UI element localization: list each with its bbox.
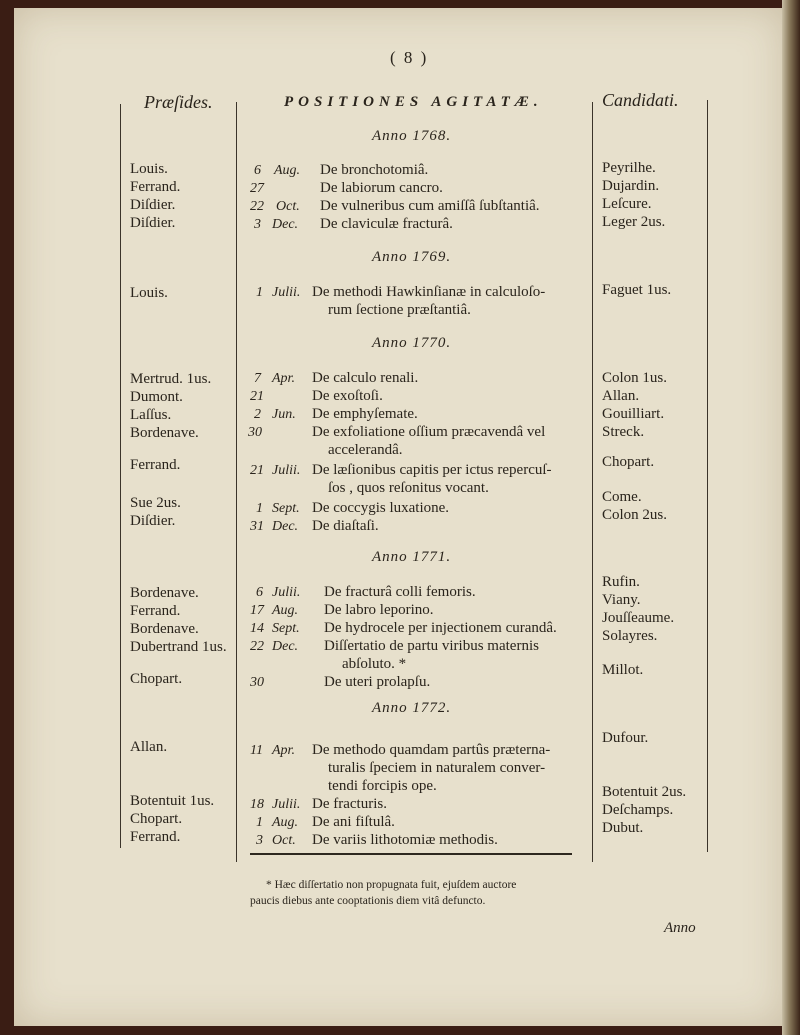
day-number: 18 bbox=[250, 797, 264, 812]
position-title: De coccygis luxatione. bbox=[312, 500, 450, 516]
candidatus-name: Dubut. bbox=[602, 820, 644, 836]
position-title-continuation: abſoluto. * bbox=[342, 656, 407, 672]
left-column-rule bbox=[236, 102, 237, 862]
day-number: 22 bbox=[250, 199, 264, 214]
position-title-continuation: rum ſectione præſtantiâ. bbox=[328, 302, 471, 318]
right-margin-rule bbox=[707, 100, 708, 852]
day-number: 31 bbox=[250, 519, 264, 534]
page-number: ( 8 ) bbox=[390, 48, 429, 67]
position-title: De uteri prolapſu. bbox=[324, 674, 431, 690]
praeses-name: Allan. bbox=[130, 739, 168, 755]
praeses-name: Ferrand. bbox=[130, 179, 181, 195]
praeses-name: Ferrand. bbox=[130, 829, 181, 845]
day-number: 6 bbox=[256, 585, 263, 600]
position-title-continuation: tendi forcipis ope. bbox=[328, 778, 437, 794]
year-heading-1770: Anno 1770. bbox=[372, 335, 452, 351]
praeses-name: Ferrand. bbox=[130, 603, 181, 619]
candidatus-name: Millot. bbox=[602, 662, 644, 678]
month-label: Julii. bbox=[272, 463, 301, 478]
month-label: Jun. bbox=[272, 407, 296, 422]
praeses-name: Laſſus. bbox=[130, 407, 172, 423]
candidatus-name: Leger 2us. bbox=[602, 214, 666, 230]
position-title: De fracturis. bbox=[312, 796, 387, 812]
position-title: De emphyſemate. bbox=[312, 406, 418, 422]
header-candidati: Candidati. bbox=[602, 90, 679, 110]
day-number: 21 bbox=[250, 389, 264, 404]
day-number: 7 bbox=[254, 371, 261, 386]
day-number: 21 bbox=[250, 463, 264, 478]
year-heading-1771: Anno 1771. bbox=[372, 549, 452, 565]
position-title: De diaſtaſi. bbox=[312, 518, 379, 534]
position-title: De labiorum cancro. bbox=[320, 180, 443, 196]
praeses-name: Bordenave. bbox=[130, 621, 199, 637]
day-number: 14 bbox=[250, 621, 264, 636]
praeses-name: Bordenave. bbox=[130, 585, 199, 601]
candidatus-name: Deſchamps. bbox=[602, 802, 674, 818]
day-number: 22 bbox=[250, 639, 264, 654]
praeses-name: Louis. bbox=[130, 161, 168, 177]
praeses-name: Bordenave. bbox=[130, 425, 199, 441]
day-number: 11 bbox=[250, 743, 263, 758]
day-number: 30 bbox=[248, 425, 262, 440]
candidatus-name: Peyrilhe. bbox=[602, 160, 656, 176]
book-spine-edge bbox=[782, 0, 800, 1035]
footnote-line: * Hæc diſſertatio non propugnata fuit, ejuſdem auctore bbox=[266, 879, 517, 891]
candidatus-name: Viany. bbox=[602, 592, 641, 608]
position-title: De variis lithotomiæ methodis. bbox=[312, 832, 498, 848]
candidatus-name: Allan. bbox=[602, 388, 640, 404]
praeses-name: Dumont. bbox=[130, 389, 183, 405]
position-title: De exfoliatione oſſium præcavendâ vel bbox=[312, 424, 546, 440]
praeses-name: Dubertrand 1us. bbox=[130, 639, 227, 655]
candidatus-name: Botentuit 2us. bbox=[602, 784, 687, 800]
day-number: 27 bbox=[250, 181, 264, 196]
year-heading-1768: Anno 1768. bbox=[372, 128, 452, 144]
position-title: De vulneribus cum amiſſâ ſubſtantiâ. bbox=[320, 198, 540, 214]
candidatus-name: Rufin. bbox=[602, 574, 640, 590]
month-label: Julii. bbox=[272, 797, 301, 812]
right-column-rule bbox=[592, 102, 593, 862]
month-label: Julii. bbox=[272, 585, 301, 600]
month-label: Sept. bbox=[272, 621, 300, 636]
position-title: Diſſertatio de partu viribus maternis bbox=[324, 638, 539, 654]
month-label: Oct. bbox=[276, 199, 300, 214]
month-label: Aug. bbox=[272, 603, 299, 618]
candidatus-name: Dufour. bbox=[602, 730, 649, 746]
position-title: De calculo renali. bbox=[312, 370, 419, 386]
day-number: 6 bbox=[254, 163, 261, 178]
praeses-name: Diſdier. bbox=[130, 215, 176, 231]
day-number: 2 bbox=[254, 407, 261, 422]
day-number: 1 bbox=[256, 815, 263, 830]
candidatus-name: Colon 1us. bbox=[602, 370, 668, 386]
candidatus-name: Jouſſeaume. bbox=[602, 610, 675, 626]
month-label: Aug. bbox=[272, 815, 299, 830]
candidatus-name: Dujardin. bbox=[602, 178, 660, 194]
candidatus-name: Solayres. bbox=[602, 628, 658, 644]
candidatus-name: Come. bbox=[602, 489, 642, 505]
position-title: De claviculæ fracturâ. bbox=[320, 216, 453, 232]
month-label: Apr. bbox=[272, 371, 295, 386]
month-label: Dec. bbox=[272, 639, 299, 654]
book-page bbox=[14, 8, 784, 1026]
candidatus-name: Colon 2us. bbox=[602, 507, 668, 523]
candidatus-name: Leſcure. bbox=[602, 196, 652, 212]
praeses-name: Botentuit 1us. bbox=[130, 793, 215, 809]
day-number: 3 bbox=[254, 217, 261, 232]
position-title: De exoſtoſi. bbox=[312, 388, 383, 404]
month-label: Sept. bbox=[272, 501, 300, 516]
praeses-name: Chopart. bbox=[130, 811, 183, 827]
footnote-line: paucis diebus ante cooptationis diem vitâ defuncto. bbox=[250, 895, 486, 907]
praeses-name: Sue 2us. bbox=[130, 495, 181, 511]
month-label: Aug. bbox=[274, 163, 301, 178]
position-title: De fracturâ colli femoris. bbox=[324, 584, 476, 600]
praeses-name: Mertrud. 1us. bbox=[130, 371, 212, 387]
day-number: 17 bbox=[250, 603, 264, 618]
day-number: 1 bbox=[256, 501, 263, 516]
header-praesides: Præſides. bbox=[144, 92, 213, 112]
year-heading-1772: Anno 1772. bbox=[372, 700, 452, 716]
left-margin-rule bbox=[120, 104, 121, 848]
position-title: De methodo quamdam partûs præterna- bbox=[312, 742, 551, 758]
position-title: De methodi Hawkinſianæ in calculoſo- bbox=[312, 284, 546, 300]
position-title: De læſionibus capitis per ictus repercuſ- bbox=[312, 462, 552, 478]
praeses-name: Diſdier. bbox=[130, 513, 176, 529]
position-title-continuation: accelerandâ. bbox=[328, 442, 403, 458]
candidatus-name: Gouilliart. bbox=[602, 406, 665, 422]
catchword: Anno bbox=[664, 920, 696, 936]
month-label: Dec. bbox=[272, 217, 299, 232]
praeses-name: Ferrand. bbox=[130, 457, 181, 473]
month-label: Oct. bbox=[272, 833, 296, 848]
header-positiones: POSITIONES AGITATÆ. bbox=[284, 94, 543, 110]
month-label: Julii. bbox=[272, 285, 301, 300]
month-label: Apr. bbox=[272, 743, 295, 758]
position-title: De bronchotomiâ. bbox=[320, 162, 429, 178]
position-title: De ani fiſtulâ. bbox=[312, 814, 395, 830]
position-title-continuation: ſos , quos reſonitus vocant. bbox=[328, 480, 489, 496]
praeses-name: Diſdier. bbox=[130, 197, 176, 213]
day-number: 30 bbox=[250, 675, 264, 690]
day-number: 1 bbox=[256, 285, 263, 300]
candidatus-name: Chopart. bbox=[602, 454, 655, 470]
position-title-continuation: turalis ſpeciem in naturalem conver- bbox=[328, 760, 546, 776]
footnote-rule bbox=[250, 853, 572, 855]
position-title: De labro leporino. bbox=[324, 602, 434, 618]
candidatus-name: Faguet 1us. bbox=[602, 282, 672, 298]
month-label: Dec. bbox=[272, 519, 299, 534]
day-number: 3 bbox=[256, 833, 263, 848]
position-title: De hydrocele per injectionem curandâ. bbox=[324, 620, 557, 636]
candidatus-name: Streck. bbox=[602, 424, 645, 440]
year-heading-1769: Anno 1769. bbox=[372, 249, 452, 265]
praeses-name: Louis. bbox=[130, 285, 168, 301]
praeses-name: Chopart. bbox=[130, 671, 183, 687]
